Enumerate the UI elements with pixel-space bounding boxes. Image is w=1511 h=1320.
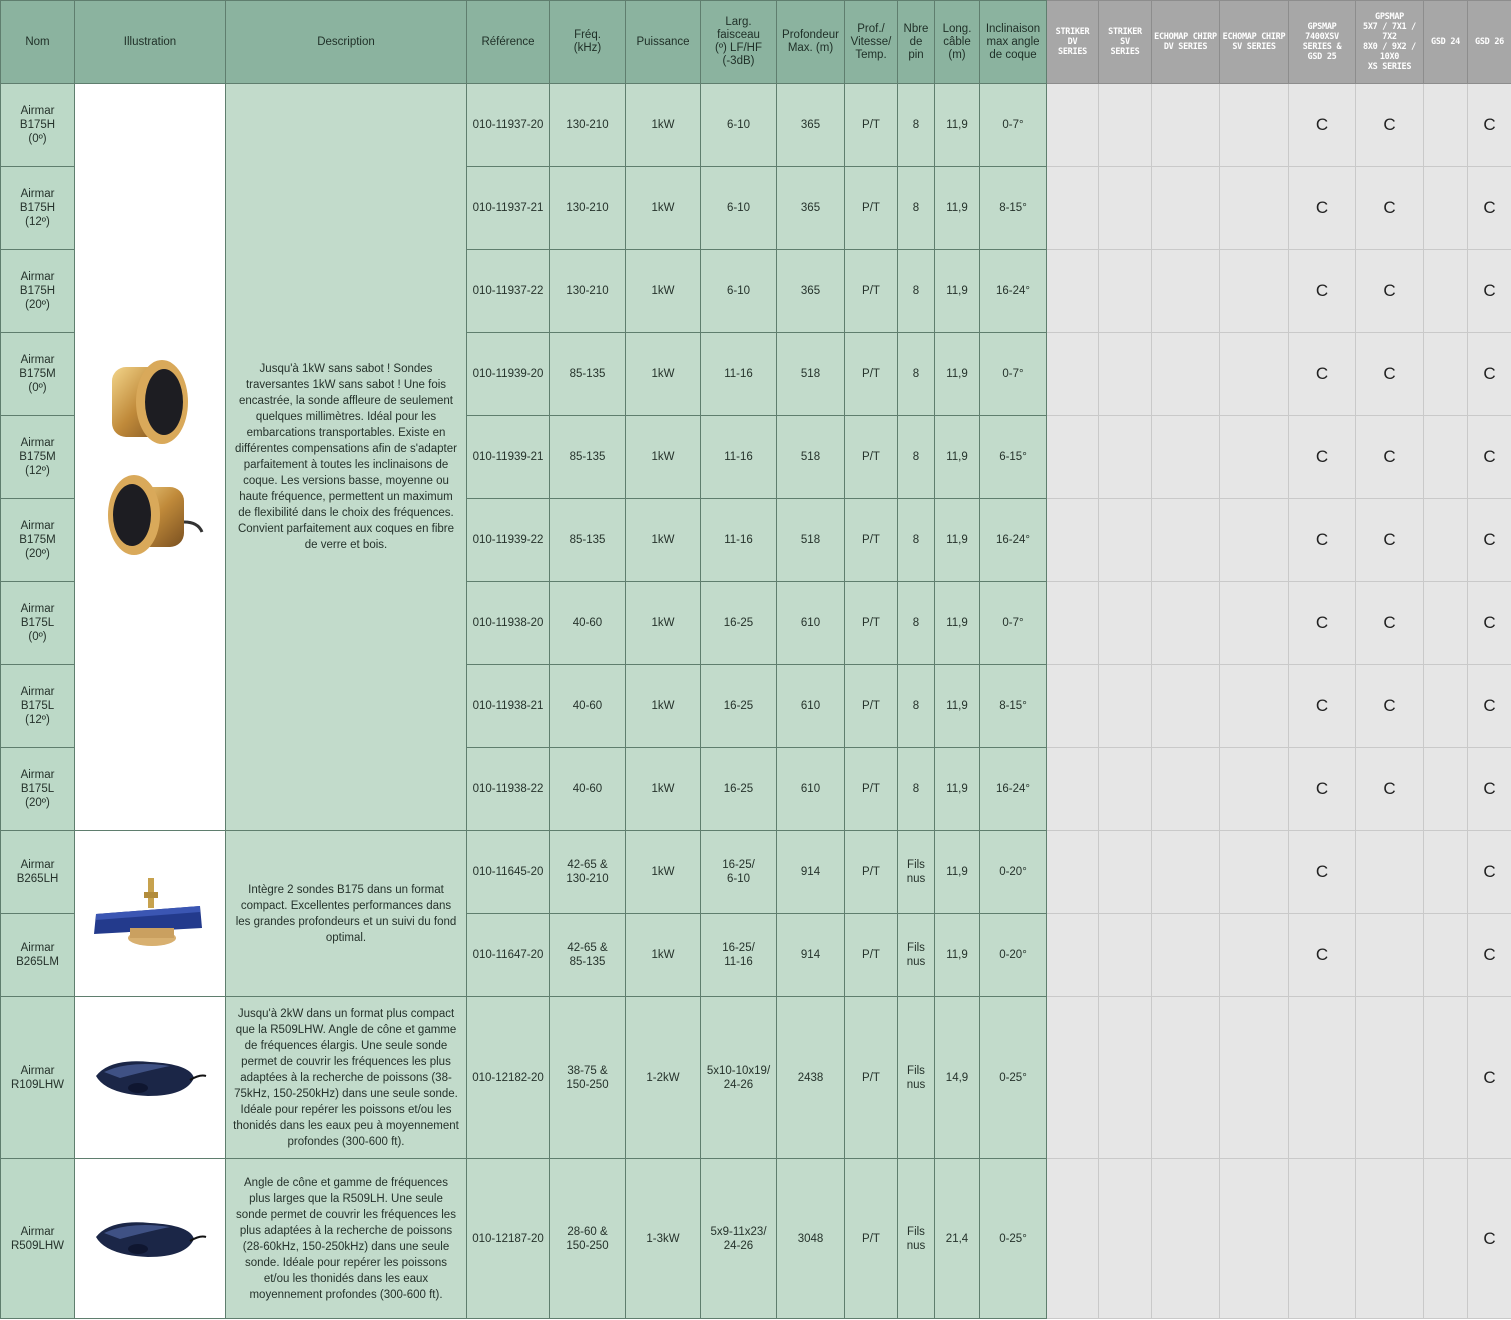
cell-compat-device-6	[1424, 416, 1468, 499]
cell-max-depth: 3048	[777, 1159, 845, 1319]
cell-pin-count: 8	[898, 416, 935, 499]
cell-pin-count: 8	[898, 84, 935, 167]
cell-compat-device-4: C	[1289, 167, 1356, 250]
cell-cable-length: 11,9	[935, 748, 980, 831]
cell-pin-count: 8	[898, 748, 935, 831]
cell-compat-device-7: C	[1468, 914, 1511, 997]
cell-reference: 010-11938-21	[467, 665, 550, 748]
cell-compat-device-4	[1289, 997, 1356, 1159]
cell-compat-device-1	[1099, 748, 1152, 831]
cell-depth-speed-temp: P/T	[845, 748, 898, 831]
header-frequency: Fréq. (kHz)	[550, 1, 626, 84]
cell-compat-device-6	[1424, 84, 1468, 167]
cell-frequency: 28-60 & 150-250	[550, 1159, 626, 1319]
cell-compat-device-7: C	[1468, 499, 1511, 582]
cell-max-depth: 2438	[777, 997, 845, 1159]
cell-description: Jusqu'à 2kW dans un format plus compact que la R509LHW. Angle de cône et gamme de fréquences élargis. Une seule sonde permet de couvrir les fréquences les plus adaptées à la recherche de poissons (38-75kHz, 150-250kHz) dans une seule sonde. Idéale pour repérer les poissons et/ou les thonidés dans les eaux peu à moyennement profondes (300-600 ft).	[226, 997, 467, 1159]
cell-beam-width: 6-10	[701, 84, 777, 167]
cell-compat-device-1	[1099, 582, 1152, 665]
cell-cable-length: 11,9	[935, 665, 980, 748]
header-hull-tilt: Inclinaison max angle de coque	[980, 1, 1047, 84]
header-max-depth: Profondeur Max. (m)	[777, 1, 845, 84]
cell-compat-device-3	[1220, 582, 1289, 665]
cell-compat-device-5: C	[1356, 167, 1424, 250]
cell-depth-speed-temp: P/T	[845, 250, 898, 333]
cell-illustration	[75, 831, 226, 997]
cell-compat-device-4: C	[1289, 831, 1356, 914]
cell-depth-speed-temp: P/T	[845, 665, 898, 748]
cell-cable-length: 11,9	[935, 831, 980, 914]
header-device-6: GSD 24	[1424, 1, 1468, 84]
cell-pin-count: Fils nus	[898, 1159, 935, 1319]
cell-name: Airmar R109LHW	[1, 997, 75, 1159]
cell-hull-tilt: 0-20°	[980, 914, 1047, 997]
header-row	[1, 1, 1511, 84]
cell-name: Airmar B175H (12º)	[1, 167, 75, 250]
cell-compat-device-2	[1152, 831, 1220, 914]
cell-cable-length: 11,9	[935, 914, 980, 997]
cell-illustration	[75, 997, 226, 1159]
cell-compat-device-0	[1047, 84, 1099, 167]
bronze-thru-hull-transducer-icon	[90, 337, 210, 577]
header-device-1: STRIKER SV SERIES	[1099, 1, 1152, 84]
cell-name: Airmar B175M (12º)	[1, 416, 75, 499]
cell-compat-device-6	[1424, 499, 1468, 582]
cell-hull-tilt: 8-15°	[980, 665, 1047, 748]
cell-power: 1kW	[626, 167, 701, 250]
cell-compat-device-4: C	[1289, 333, 1356, 416]
cell-frequency: 85-135	[550, 333, 626, 416]
cell-compat-device-3	[1220, 84, 1289, 167]
cell-name: Airmar B175L (20º)	[1, 748, 75, 831]
cell-compat-device-1	[1099, 1159, 1152, 1319]
cell-power: 1kW	[626, 416, 701, 499]
cell-compat-device-3	[1220, 831, 1289, 914]
cell-power: 1kW	[626, 914, 701, 997]
cell-frequency: 42-65 & 85-135	[550, 914, 626, 997]
cell-max-depth: 365	[777, 250, 845, 333]
cell-description: Intègre 2 sondes B175 dans un format compact. Excellentes performances dans les grandes profondeurs et un suivi du fond optimal.	[226, 831, 467, 997]
cell-pin-count: Fils nus	[898, 831, 935, 914]
cell-compat-device-3	[1220, 333, 1289, 416]
cell-reference: 010-11937-21	[467, 167, 550, 250]
cell-max-depth: 610	[777, 582, 845, 665]
table-row	[1, 997, 1511, 1159]
cell-compat-device-2	[1152, 333, 1220, 416]
cell-power: 1-2kW	[626, 997, 701, 1159]
cell-hull-tilt: 0-7°	[980, 582, 1047, 665]
cell-frequency: 85-135	[550, 499, 626, 582]
cell-compat-device-4: C	[1289, 416, 1356, 499]
cell-compat-device-2	[1152, 665, 1220, 748]
cell-depth-speed-temp: P/T	[845, 582, 898, 665]
cell-reference: 010-11938-22	[467, 748, 550, 831]
cell-compat-device-5	[1356, 831, 1424, 914]
header-device-0: STRIKER DV SERIES	[1047, 1, 1099, 84]
cell-compat-device-0	[1047, 250, 1099, 333]
cell-compat-device-2	[1152, 167, 1220, 250]
cell-compat-device-0	[1047, 997, 1099, 1159]
header-pin-count: Nbre de pin	[898, 1, 935, 84]
cell-illustration	[75, 84, 226, 831]
cell-compat-device-2	[1152, 1159, 1220, 1319]
cell-pin-count: 8	[898, 333, 935, 416]
cell-compat-device-6	[1424, 333, 1468, 416]
cell-name: Airmar R509LHW	[1, 1159, 75, 1319]
cell-compat-device-1	[1099, 914, 1152, 997]
cell-compat-device-7: C	[1468, 665, 1511, 748]
cell-compat-device-5: C	[1356, 582, 1424, 665]
cell-max-depth: 914	[777, 914, 845, 997]
cell-compat-device-0	[1047, 914, 1099, 997]
cell-compat-device-0	[1047, 416, 1099, 499]
cell-compat-device-7: C	[1468, 333, 1511, 416]
header-cable-length: Long. câble (m)	[935, 1, 980, 84]
cell-reference: 010-11939-21	[467, 416, 550, 499]
cell-compat-device-6	[1424, 250, 1468, 333]
cell-hull-tilt: 0-25°	[980, 997, 1047, 1159]
cell-hull-tilt: 6-15°	[980, 416, 1047, 499]
cell-compat-device-6	[1424, 831, 1468, 914]
cell-compat-device-2	[1152, 84, 1220, 167]
header-device-2: ECHOMAP CHIRP DV SERIES	[1152, 1, 1220, 84]
dual-element-transducer-icon	[90, 874, 210, 954]
cell-compat-device-7: C	[1468, 167, 1511, 250]
cell-compat-device-3	[1220, 997, 1289, 1159]
cell-beam-width: 6-10	[701, 167, 777, 250]
cell-compat-device-4: C	[1289, 84, 1356, 167]
cell-depth-speed-temp: P/T	[845, 333, 898, 416]
cell-reference: 010-11647-20	[467, 914, 550, 997]
header-power: Puissance	[626, 1, 701, 84]
cell-cable-length: 11,9	[935, 416, 980, 499]
cell-compat-device-5	[1356, 1159, 1424, 1319]
header-device-5: GPSMAP 5X7 / 7X1 / 7X2 8X0 / 9X2 / 10X0 XS SERIES	[1356, 1, 1424, 84]
table-row	[1, 831, 1511, 914]
cell-name: Airmar B175M (20º)	[1, 499, 75, 582]
cell-pin-count: Fils nus	[898, 914, 935, 997]
cell-compat-device-3	[1220, 416, 1289, 499]
cell-compat-device-4: C	[1289, 582, 1356, 665]
cell-compat-device-1	[1099, 665, 1152, 748]
cell-depth-speed-temp: P/T	[845, 167, 898, 250]
cell-beam-width: 16-25/ 6-10	[701, 831, 777, 914]
header-depth-speed-temp: Prof./ Vitesse/ Temp.	[845, 1, 898, 84]
cell-cable-length: 14,9	[935, 997, 980, 1159]
cell-reference: 010-11939-22	[467, 499, 550, 582]
cell-compat-device-3	[1220, 914, 1289, 997]
cell-compat-device-7: C	[1468, 748, 1511, 831]
cell-compat-device-3	[1220, 1159, 1289, 1319]
cell-name: Airmar B265LH	[1, 831, 75, 914]
cell-compat-device-0	[1047, 665, 1099, 748]
table-body	[1, 84, 1511, 1319]
cell-beam-width: 11-16	[701, 416, 777, 499]
cell-pin-count: 8	[898, 250, 935, 333]
table-row	[1, 1159, 1511, 1319]
cell-frequency: 85-135	[550, 416, 626, 499]
cell-compat-device-7: C	[1468, 1159, 1511, 1319]
cell-compat-device-1	[1099, 499, 1152, 582]
cell-depth-speed-temp: P/T	[845, 831, 898, 914]
table-row	[1, 84, 1511, 167]
cell-max-depth: 610	[777, 748, 845, 831]
header-description: Description	[226, 1, 467, 84]
cell-compat-device-2	[1152, 582, 1220, 665]
cell-compat-device-3	[1220, 499, 1289, 582]
cell-max-depth: 518	[777, 416, 845, 499]
cell-beam-width: 6-10	[701, 250, 777, 333]
cell-compat-device-5: C	[1356, 84, 1424, 167]
cell-illustration	[75, 1159, 226, 1319]
cell-compat-device-7: C	[1468, 416, 1511, 499]
header-name: Nom	[1, 1, 75, 84]
cell-power: 1kW	[626, 499, 701, 582]
cell-cable-length: 11,9	[935, 250, 980, 333]
cell-compat-device-7: C	[1468, 84, 1511, 167]
cell-depth-speed-temp: P/T	[845, 1159, 898, 1319]
cell-power: 1kW	[626, 831, 701, 914]
cell-frequency: 130-210	[550, 250, 626, 333]
cell-hull-tilt: 0-25°	[980, 1159, 1047, 1319]
cell-compat-device-2	[1152, 748, 1220, 831]
cell-beam-width: 5x9-11x23/ 24-26	[701, 1159, 777, 1319]
cell-frequency: 40-60	[550, 748, 626, 831]
cell-compat-device-7: C	[1468, 997, 1511, 1159]
cell-hull-tilt: 8-15°	[980, 167, 1047, 250]
cell-max-depth: 914	[777, 831, 845, 914]
cell-compat-device-5: C	[1356, 416, 1424, 499]
cell-power: 1kW	[626, 748, 701, 831]
cell-max-depth: 518	[777, 333, 845, 416]
cell-compat-device-6	[1424, 1159, 1468, 1319]
cell-compat-device-1	[1099, 167, 1152, 250]
cell-compat-device-4	[1289, 1159, 1356, 1319]
cell-hull-tilt: 0-7°	[980, 84, 1047, 167]
cell-beam-width: 16-25/ 11-16	[701, 914, 777, 997]
cell-pin-count: 8	[898, 582, 935, 665]
cell-pin-count: 8	[898, 167, 935, 250]
cell-compat-device-1	[1099, 84, 1152, 167]
header-device-3: ECHOMAP CHIRP SV SERIES	[1220, 1, 1289, 84]
cell-compat-device-6	[1424, 167, 1468, 250]
cell-reference: 010-11645-20	[467, 831, 550, 914]
cell-compat-device-4: C	[1289, 499, 1356, 582]
cell-compat-device-4: C	[1289, 914, 1356, 997]
cell-hull-tilt: 16-24°	[980, 499, 1047, 582]
cell-hull-tilt: 16-24°	[980, 748, 1047, 831]
cell-reference: 010-11938-20	[467, 582, 550, 665]
cell-cable-length: 11,9	[935, 167, 980, 250]
cell-depth-speed-temp: P/T	[845, 416, 898, 499]
cell-compat-device-5: C	[1356, 499, 1424, 582]
cell-reference: 010-12187-20	[467, 1159, 550, 1319]
header-reference: Référence	[467, 1, 550, 84]
cell-pin-count: 8	[898, 499, 935, 582]
cell-depth-speed-temp: P/T	[845, 997, 898, 1159]
cell-name: Airmar B175L (0º)	[1, 582, 75, 665]
cell-description: Jusqu'à 1kW sans sabot ! Sondes traversantes 1kW sans sabot ! Une fois encastrée, la sonde affleure de seulement quelques millimètres. Idéal pour les embarcations transportables. Existe en différentes compensations afin de s'adapter parfaitement à toutes les inclinaisons de coque. Les versions basse, moyenne ou haute fréquence, permettent un maximum de flexibilité dans le choix des fréquences. Convient parfaitement aux coques en fibre de verre et bois.	[226, 84, 467, 831]
hull-pod-transducer-icon	[90, 1048, 210, 1108]
cell-compat-device-5: C	[1356, 250, 1424, 333]
cell-compat-device-6	[1424, 997, 1468, 1159]
cell-pin-count: 8	[898, 665, 935, 748]
cell-power: 1kW	[626, 582, 701, 665]
cell-hull-tilt: 0-7°	[980, 333, 1047, 416]
header-beam-width: Larg. faisceau (º) LF/HF (-3dB)	[701, 1, 777, 84]
cell-compat-device-0	[1047, 831, 1099, 914]
cell-compat-device-6	[1424, 748, 1468, 831]
cell-compat-device-0	[1047, 499, 1099, 582]
cell-compat-device-0	[1047, 167, 1099, 250]
cell-beam-width: 11-16	[701, 333, 777, 416]
hull-pod-transducer-icon	[90, 1209, 210, 1269]
cell-compat-device-4: C	[1289, 748, 1356, 831]
cell-reference: 010-11939-20	[467, 333, 550, 416]
cell-frequency: 40-60	[550, 665, 626, 748]
header-device-4: GPSMAP 7400XSV SERIES & GSD 25	[1289, 1, 1356, 84]
cell-beam-width: 16-25	[701, 582, 777, 665]
cell-hull-tilt: 0-20°	[980, 831, 1047, 914]
cell-depth-speed-temp: P/T	[845, 914, 898, 997]
cell-depth-speed-temp: P/T	[845, 499, 898, 582]
cell-compat-device-1	[1099, 333, 1152, 416]
cell-reference: 010-12182-20	[467, 997, 550, 1159]
cell-compat-device-7: C	[1468, 250, 1511, 333]
cell-frequency: 130-210	[550, 167, 626, 250]
cell-compat-device-6	[1424, 582, 1468, 665]
cell-beam-width: 11-16	[701, 499, 777, 582]
cell-cable-length: 11,9	[935, 333, 980, 416]
cell-compat-device-3	[1220, 250, 1289, 333]
cell-compat-device-1	[1099, 416, 1152, 499]
cell-power: 1kW	[626, 250, 701, 333]
cell-compat-device-2	[1152, 250, 1220, 333]
cell-power: 1kW	[626, 84, 701, 167]
cell-compat-device-7: C	[1468, 831, 1511, 914]
cell-reference: 010-11937-20	[467, 84, 550, 167]
header-device-7: GSD 26	[1468, 1, 1511, 84]
cell-frequency: 130-210	[550, 84, 626, 167]
cell-compat-device-2	[1152, 499, 1220, 582]
cell-max-depth: 518	[777, 499, 845, 582]
cell-compat-device-4: C	[1289, 665, 1356, 748]
cell-cable-length: 11,9	[935, 84, 980, 167]
cell-pin-count: Fils nus	[898, 997, 935, 1159]
cell-name: Airmar B175H (0º)	[1, 84, 75, 167]
cell-compat-device-0	[1047, 1159, 1099, 1319]
cell-beam-width: 16-25	[701, 665, 777, 748]
header-illustration: Illustration	[75, 1, 226, 84]
cell-frequency: 42-65 & 130-210	[550, 831, 626, 914]
cell-cable-length: 11,9	[935, 499, 980, 582]
cell-compat-device-4: C	[1289, 250, 1356, 333]
cell-beam-width: 5x10-10x19/ 24-26	[701, 997, 777, 1159]
cell-reference: 010-11937-22	[467, 250, 550, 333]
cell-frequency: 38-75 & 150-250	[550, 997, 626, 1159]
cell-name: Airmar B175H (20º)	[1, 250, 75, 333]
cell-name: Airmar B175M (0º)	[1, 333, 75, 416]
cell-description: Angle de cône et gamme de fréquences plus larges que la R509LH. Une seule sonde permet de couvrir les fréquences les plus adaptées à la recherche de poissons (28-60kHz, 150-250kHz) dans une seule sonde. Idéale pour repérer les poissons et/ou les thonidés dans les eaux moyennement profondes (300-600 ft).	[226, 1159, 467, 1319]
cell-compat-device-2	[1152, 416, 1220, 499]
cell-name: Airmar B265LM	[1, 914, 75, 997]
cell-power: 1-3kW	[626, 1159, 701, 1319]
cell-max-depth: 610	[777, 665, 845, 748]
cell-compat-device-2	[1152, 914, 1220, 997]
cell-power: 1kW	[626, 665, 701, 748]
cell-max-depth: 365	[777, 167, 845, 250]
cell-compat-device-1	[1099, 831, 1152, 914]
cell-cable-length: 21,4	[935, 1159, 980, 1319]
cell-beam-width: 16-25	[701, 748, 777, 831]
cell-max-depth: 365	[777, 84, 845, 167]
cell-compat-device-5: C	[1356, 333, 1424, 416]
cell-compat-device-0	[1047, 582, 1099, 665]
cell-name: Airmar B175L (12º)	[1, 665, 75, 748]
cell-compat-device-6	[1424, 914, 1468, 997]
cell-compat-device-5: C	[1356, 748, 1424, 831]
cell-compat-device-6	[1424, 665, 1468, 748]
cell-hull-tilt: 16-24°	[980, 250, 1047, 333]
cell-compat-device-2	[1152, 997, 1220, 1159]
cell-compat-device-3	[1220, 167, 1289, 250]
cell-compat-device-5	[1356, 914, 1424, 997]
cell-compat-device-1	[1099, 250, 1152, 333]
cell-compat-device-7: C	[1468, 582, 1511, 665]
cell-compat-device-5: C	[1356, 665, 1424, 748]
cell-frequency: 40-60	[550, 582, 626, 665]
cell-compat-device-3	[1220, 665, 1289, 748]
cell-compat-device-0	[1047, 333, 1099, 416]
cell-depth-speed-temp: P/T	[845, 84, 898, 167]
cell-compat-device-1	[1099, 997, 1152, 1159]
cell-compat-device-5	[1356, 997, 1424, 1159]
cell-compat-device-0	[1047, 748, 1099, 831]
cell-cable-length: 11,9	[935, 582, 980, 665]
cell-compat-device-3	[1220, 748, 1289, 831]
cell-power: 1kW	[626, 333, 701, 416]
